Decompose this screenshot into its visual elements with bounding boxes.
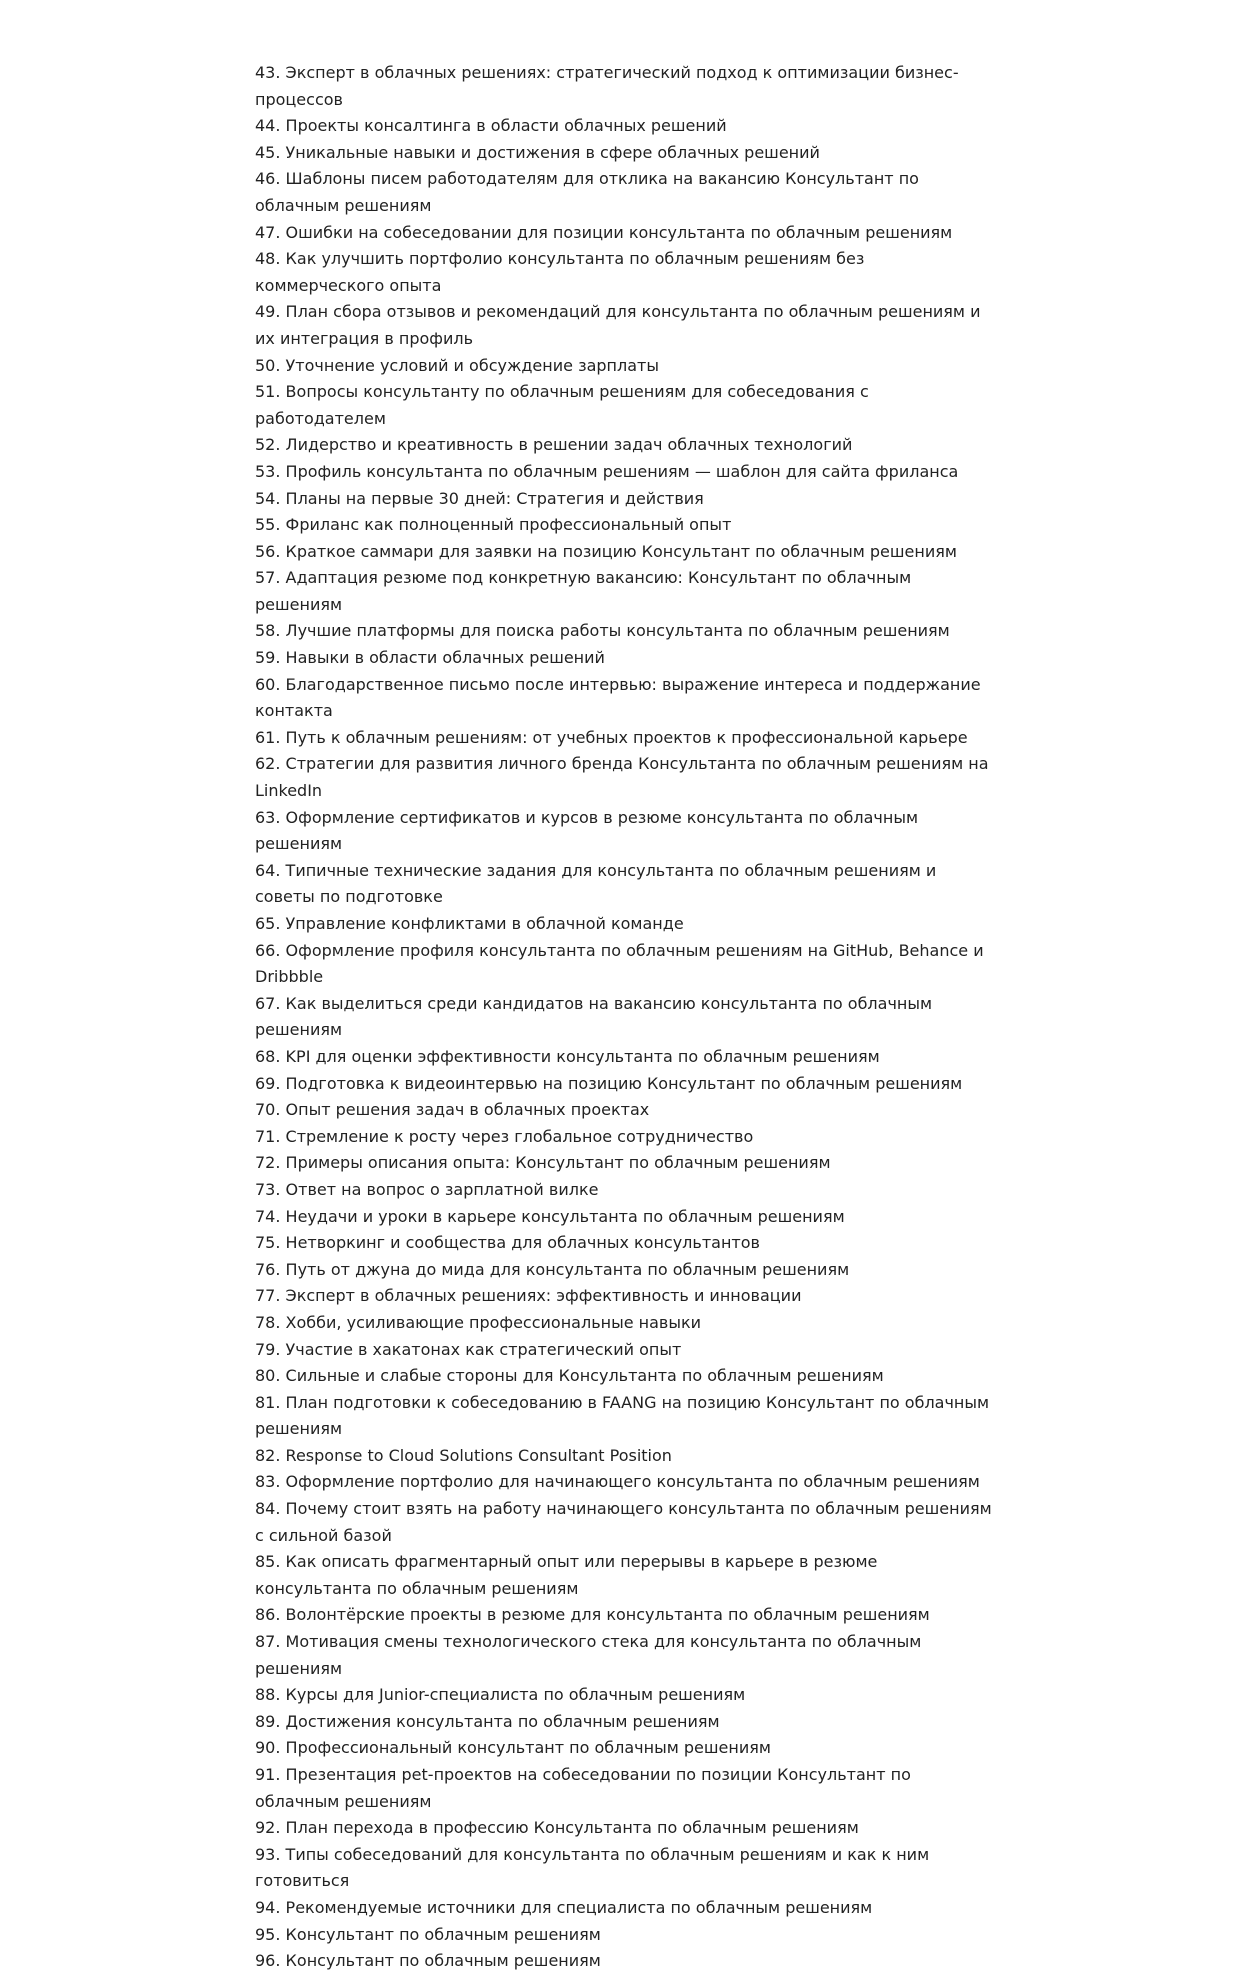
toc-item: [255, 379, 995, 432]
toc-item-title: Адаптация резюме под конкретную вакансию: Консультант по облачным решениям: [255, 568, 912, 614]
toc-item-title: Путь от джуна до мида для консультанта по облачным решениям: [285, 1259, 850, 1279]
toc-item: [255, 1257, 995, 1284]
toc-item-number: 59.: [255, 648, 281, 668]
toc-item-title: Шаблоны писем работодателям для отклика на вакансию Консультант по облачным решениям: [255, 169, 919, 215]
toc-item-number: 95.: [255, 1924, 281, 1944]
toc-item: [255, 1948, 995, 1975]
toc-item-number: 79.: [255, 1339, 281, 1359]
toc-item: [255, 140, 995, 167]
toc-item: [255, 60, 995, 113]
toc-item-number: 43.: [255, 63, 281, 82]
toc-item-title: Почему стоит взять на работу начинающего консультанта по облачным решениям с сильной базой: [255, 1499, 992, 1545]
toc-item-number: 64.: [255, 860, 281, 880]
toc-item: [255, 938, 995, 991]
toc-item: [255, 858, 995, 911]
toc-item-title: Оформление профиля консультанта по облачным решениям на GitHub, Behance и Dribbble: [255, 940, 984, 987]
toc-item-number: 88.: [255, 1685, 281, 1705]
toc-item: [255, 1842, 995, 1895]
toc-item: [255, 725, 995, 752]
toc-item-number: 86.: [255, 1605, 281, 1625]
toc-item-number: 89.: [255, 1711, 281, 1731]
toc-item-number: 57.: [255, 568, 281, 588]
toc-item-title: Профессиональный консультант по облачным решениям: [285, 1738, 771, 1758]
toc-item-title: Подготовка к видеоинтервью на позицию Консультант по облачным решениям: [285, 1073, 963, 1093]
toc-item-title: Консультант по облачным решениям: [285, 1924, 601, 1944]
toc-item-number: 65.: [255, 914, 281, 933]
toc-item: [255, 1762, 995, 1815]
toc-item-title: Хобби, усиливающие профессиональные навыки: [285, 1312, 702, 1332]
toc-item-title: Презентация pet-проектов на собеседовании по позиции Консультант по облачным решениям: [255, 1765, 911, 1811]
toc-item: [255, 1922, 995, 1949]
toc-item: [255, 1150, 995, 1177]
toc-item-title: Ошибки на собеседовании для позиции консультанта по облачным решениям: [285, 222, 953, 242]
toc-item: [255, 1709, 995, 1736]
toc-item-title: Типы собеседований для консультанта по облачным решениям и как к ним готовиться: [255, 1844, 930, 1891]
toc-item-number: 56.: [255, 541, 281, 561]
toc-item-number: 69.: [255, 1073, 281, 1093]
toc-item: [255, 672, 995, 725]
toc-item: [255, 113, 995, 140]
toc-item-number: 96.: [255, 1951, 281, 1971]
toc-item: [255, 1124, 995, 1151]
toc-item-title: Сильные и слабые стороны для Консультанта по облачным решениям: [285, 1366, 884, 1386]
toc-item: [255, 220, 995, 247]
toc-item-title: Оформление сертификатов и курсов в резюме консультанта по облачным решениям: [255, 807, 919, 854]
toc-item-title: Стремление к росту через глобальное сотрудничество: [285, 1126, 754, 1146]
toc-item-title: Response to Cloud Solutions Consultant Position: [285, 1445, 672, 1465]
toc-item: [255, 459, 995, 486]
toc-item-number: 63.: [255, 807, 281, 827]
toc-item-number: 54.: [255, 488, 281, 508]
toc-item: [255, 1735, 995, 1762]
toc-item-title: Эксперт в облачных решениях: эффективность и инновации: [285, 1286, 802, 1306]
toc-item-number: 66.: [255, 940, 281, 960]
toc-item-number: 73.: [255, 1179, 281, 1199]
toc-item-number: 80.: [255, 1366, 281, 1386]
toc-item-title: Курсы для Junior-специалиста по облачным решениям: [285, 1685, 746, 1705]
toc-item: [255, 1044, 995, 1071]
toc-item-number: 67.: [255, 993, 281, 1013]
toc-item-title: Оформление портфолио для начинающего консультанта по облачным решениям: [285, 1472, 980, 1492]
toc-item: [255, 1310, 995, 1337]
toc-item-number: 72.: [255, 1153, 281, 1173]
toc-item-number: 83.: [255, 1472, 281, 1492]
toc-item: [255, 486, 995, 513]
toc-item: [255, 432, 995, 459]
toc-item: [255, 805, 995, 858]
toc-item-title: Вопросы консультанту по облачным решениям для собеседования с работодателем: [255, 382, 869, 428]
toc-item-number: 47.: [255, 222, 281, 242]
toc-item-number: 52.: [255, 435, 281, 455]
toc-item: [255, 1895, 995, 1922]
toc-item-number: 68.: [255, 1046, 281, 1066]
toc-item: [255, 1337, 995, 1364]
toc-item-number: 49.: [255, 302, 281, 322]
toc-item-title: Уникальные навыки и достижения в сфере облачных решений: [285, 142, 820, 162]
toc-item: [255, 299, 995, 352]
toc-item-title: Лидерство и креативность в решении задач облачных технологий: [285, 435, 853, 455]
toc-item-number: 87.: [255, 1632, 281, 1652]
toc-item-title: План подготовки к собеседованию в FAANG на позицию Консультант по облачным решениям: [255, 1392, 990, 1439]
toc-item: [255, 1363, 995, 1390]
toc-item-title: Стратегии для развития личного бренда Консультанта по облачным решениям на LinkedIn: [255, 754, 989, 801]
toc-item: [255, 1629, 995, 1682]
toc-item-title: Навыки в области облачных решений: [285, 648, 605, 668]
toc-item-title: Проекты консалтинга в области облачных решений: [285, 116, 727, 136]
toc-item: [255, 539, 995, 566]
toc-item-title: Участие в хакатонах как стратегический опыт: [285, 1339, 682, 1359]
toc-item-title: Ответ на вопрос о зарплатной вилке: [285, 1179, 599, 1199]
toc-item: [255, 1071, 995, 1098]
toc-item-title: Фриланс как полноценный профессиональный опыт: [285, 515, 732, 535]
toc-item-title: Мотивация смены технологического стека для консультанта по облачным решениям: [255, 1632, 922, 1678]
toc-item: [255, 751, 995, 804]
toc-item: [255, 1177, 995, 1204]
toc-item-title: Неудачи и уроки в карьере консультанта по облачным решениям: [285, 1206, 845, 1226]
toc-item-number: 93.: [255, 1844, 281, 1864]
toc-item: [255, 1204, 995, 1231]
toc-item-title: Путь к облачным решениям: от учебных проектов к профессиональной карьере: [285, 727, 968, 747]
toc-item-number: 48.: [255, 249, 281, 269]
toc-item-number: 84.: [255, 1499, 281, 1519]
toc-item-number: 62.: [255, 754, 281, 774]
toc-item-number: 60.: [255, 674, 281, 694]
toc-item: [255, 166, 995, 219]
toc-item-number: 92.: [255, 1818, 281, 1838]
table-of-contents: [255, 60, 995, 1975]
toc-item: [255, 1390, 995, 1443]
toc-item-number: 78.: [255, 1312, 281, 1332]
toc-item-number: 81.: [255, 1392, 281, 1412]
toc-item-number: 76.: [255, 1259, 281, 1279]
toc-item-number: 77.: [255, 1286, 281, 1306]
toc-item-title: План сбора отзывов и рекомендаций для консультанта по облачным решениям и их интеграция в профиль: [255, 302, 981, 348]
toc-item-title: Лучшие платформы для поиска работы консультанта по облачным решениям: [285, 621, 950, 641]
toc-item-title: Как описать фрагментарный опыт или перерывы в карьере в резюме консультанта по облачным решениям: [255, 1552, 878, 1598]
toc-item: [255, 353, 995, 380]
toc-item: [255, 1682, 995, 1709]
toc-item: [255, 1230, 995, 1257]
toc-item-title: Эксперт в облачных решениях: стратегический подход к оптимизации бизнес-процессов: [255, 63, 959, 109]
toc-item: [255, 645, 995, 672]
toc-item: [255, 1549, 995, 1602]
toc-item-number: 74.: [255, 1206, 281, 1226]
toc-item-number: 50.: [255, 355, 281, 375]
toc-item: [255, 1469, 995, 1496]
toc-item-number: 58.: [255, 621, 281, 641]
toc-item-title: Нетворкинг и сообщества для облачных консультантов: [285, 1233, 760, 1253]
toc-item-number: 70.: [255, 1100, 281, 1120]
toc-item-title: KPI для оценки эффективности консультанта по облачным решениям: [285, 1046, 880, 1066]
toc-item-title: Как выделиться среди кандидатов на вакансию консультанта по облачным решениям: [255, 993, 933, 1040]
toc-item: [255, 1815, 995, 1842]
toc-item-number: 82.: [255, 1445, 281, 1465]
toc-item-number: 45.: [255, 142, 281, 162]
toc-item: [255, 1496, 995, 1549]
toc-item: [255, 1443, 995, 1470]
toc-item-title: Краткое саммари для заявки на позицию Консультант по облачным решениям: [285, 541, 957, 561]
toc-item: [255, 1602, 995, 1629]
toc-item-number: 55.: [255, 515, 281, 535]
toc-item-number: 94.: [255, 1897, 281, 1917]
toc-item-title: Управление конфликтами в облачной команде: [285, 914, 684, 933]
toc-item: [255, 512, 995, 539]
toc-item-title: Достижения консультанта по облачным решениям: [285, 1711, 720, 1731]
toc-item-title: План перехода в профессию Консультанта по облачным решениям: [285, 1818, 859, 1838]
toc-item-title: Как улучшить портфолио консультанта по облачным решениям без коммерческого опыта: [255, 249, 865, 295]
toc-item: [255, 565, 995, 618]
toc-item-number: 53.: [255, 461, 281, 481]
toc-item-number: 85.: [255, 1552, 281, 1572]
toc-item-title: Примеры описания опыта: Консультант по облачным решениям: [285, 1153, 831, 1173]
toc-item-number: 91.: [255, 1765, 281, 1784]
toc-item: [255, 618, 995, 645]
toc-item-number: 61.: [255, 727, 281, 747]
toc-item-number: 75.: [255, 1233, 281, 1253]
toc-item: [255, 246, 995, 299]
toc-item: [255, 1283, 995, 1310]
toc-item-title: Планы на первые 30 дней: Стратегия и действия: [285, 488, 704, 508]
toc-item-number: 90.: [255, 1738, 281, 1758]
toc-item-number: 46.: [255, 169, 281, 189]
toc-item: [255, 991, 995, 1044]
toc-item: [255, 1097, 995, 1124]
toc-item: [255, 911, 995, 938]
toc-item-title: Рекомендуемые источники для специалиста по облачным решениям: [285, 1897, 873, 1917]
toc-item-number: 71.: [255, 1126, 281, 1146]
toc-item-title: Уточнение условий и обсуждение зарплаты: [285, 355, 659, 375]
toc-item-title: Консультант по облачным решениям: [285, 1951, 601, 1971]
toc-item-title: Опыт решения задач в облачных проектах: [285, 1100, 650, 1120]
toc-item-number: 44.: [255, 116, 281, 136]
toc-item-title: Благодарственное письмо после интервью: выражение интереса и поддержание контакта: [255, 674, 981, 721]
toc-item-title: Волонтёрские проекты в резюме для консультанта по облачным решениям: [285, 1605, 930, 1625]
toc-item-title: Типичные технические задания для консультанта по облачным решениям и советы по подготовке: [255, 860, 937, 907]
toc-item-number: 51.: [255, 382, 281, 402]
toc-item-title: Профиль консультанта по облачным решениям — шаблон для сайта фриланса: [285, 461, 959, 481]
